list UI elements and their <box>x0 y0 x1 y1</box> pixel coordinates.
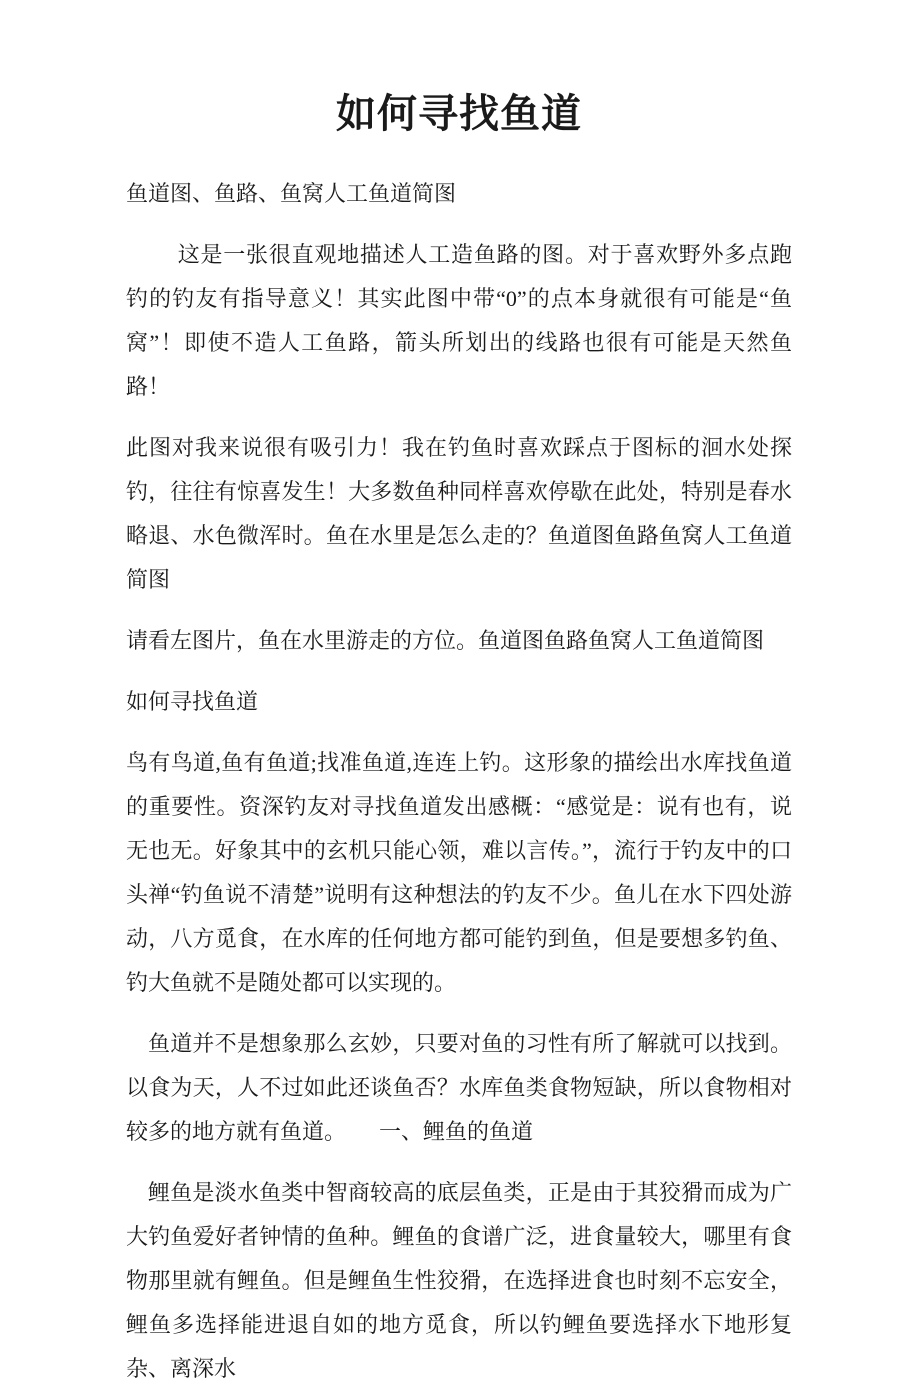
document-body <box>126 172 792 1391</box>
paragraph: 这是一张很直观地描述人工造鱼路的图。对于喜欢野外多点跑钓的钓友有指导意义！其实此图中带“0”的点本身就很有可能是“鱼窝”！即使不造人工鱼路，箭头所划出的线路也很有可能是天然鱼路！ <box>126 242 792 399</box>
paragraph: 鱼道图、鱼路、鱼窝人工鱼道简图 <box>126 181 457 206</box>
paragraph: 此图对我来说很有吸引力！我在钓鱼时喜欢踩点于图标的洄水处探钓，往往有惊喜发生！大多数鱼种同样喜欢停歇在此处，特别是春水略退、水色微浑时。鱼在水里是怎么走的？鱼道图鱼路鱼窝人工鱼道简图 <box>126 435 792 592</box>
paragraph: 鲤鱼是淡水鱼类中智商较高的底层鱼类，正是由于其狡猾而成为广大钓鱼爱好者钟情的鱼种。鲤鱼的食谱广泛，进食量较大，哪里有食物那里就有鲤鱼。但是鲤鱼生性狡猾，在选择进食也时刻不忘安全，鲤鱼多选择能进退自如的地方觅食，所以钓鲤鱼要选择水下地形复杂、离深水 <box>126 1180 792 1381</box>
paragraph: 请看左图片，鱼在水里游走的方位。鱼道图鱼路鱼窝人工鱼道简图 <box>126 628 765 653</box>
paragraph: 鸟有鸟道,鱼有鱼道;找准鱼道,连连上钓。这形象的描绘出水库找鱼道的重要性。资深钓友对寻找鱼道发出感概：“感觉是：说有也有，说无也无。好象其中的玄机只能心领，难以言传。”，流行于钓友中的口头禅“钓鱼说不清楚”说明有这种想法的钓友不少。鱼儿在水下四处游动，八方觅食，在水库的任何地方都可能钓到鱼，但是要想多钓鱼、钓大鱼就不是随处都可以实现的。 <box>126 750 792 995</box>
page-title: 如何寻找鱼道 <box>336 91 582 136</box>
paragraph: 如何寻找鱼道 <box>126 689 259 714</box>
paragraph: 鱼道并不是想象那么玄妙，只要对鱼的习性有所了解就可以找到。以食为天，人不过如此还谈鱼否？水库鱼类食物短缺，所以食物相对较多的地方就有鱼道。 一、鲤鱼的鱼道 <box>126 1031 792 1144</box>
